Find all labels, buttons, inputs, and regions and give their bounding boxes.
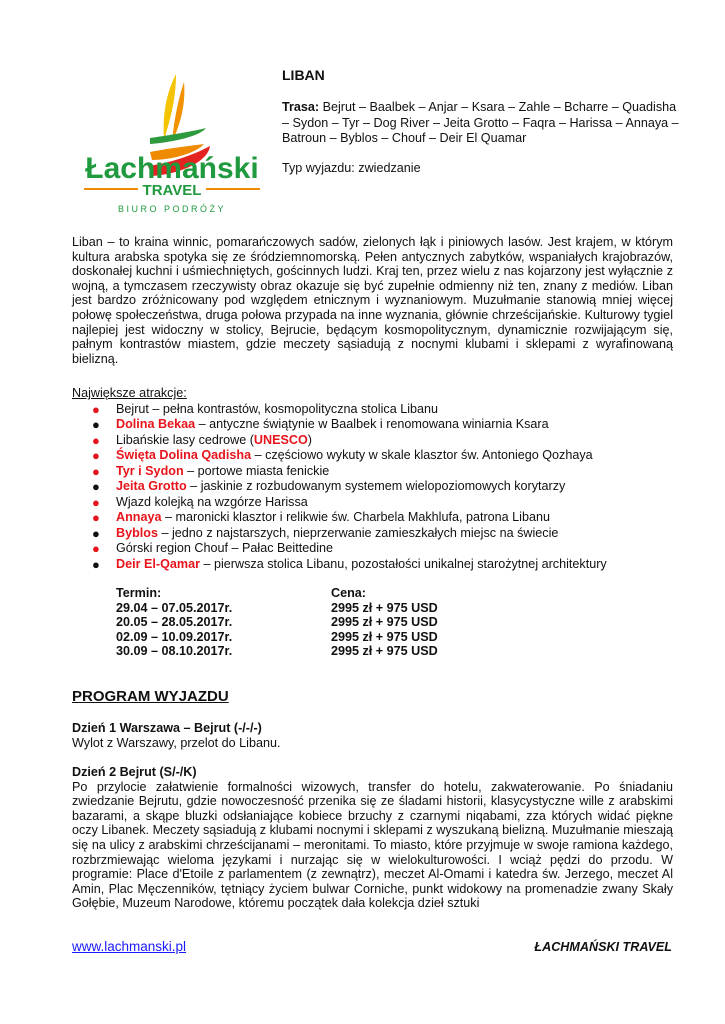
attraction-item [72,495,692,511]
bullet-icon: ● [92,494,100,510]
attractions-list [72,402,692,573]
day-2 [72,765,673,911]
day-text: Po przylocie załatwienie formalności wizowych, transfer do hotelu, zakwaterowanie. Po śniadaniu zwiedzanie Bejrutu, gdzie nowoczesność przenika się ze śladami historii, klasycystyczne wille z arabskimi bazarami, a skąpe bluzki odsłaniające kobiece brzuchy z czarnymi niqabami, zza których widać piękne oczy Libanek. Meczety sąsiadują z klubami nocnymi i sklepami z wyszukaną bielizną. Muzułmanie mieszają się na ulicy z arabskimi chrześcijanami – meronitami. To miasto, które przyjmuje w swoje ramiona każdego, rozbrzmiewając wieloma językami i nurzając się w wielokulturowości. I wciąż pędzi do przodu. W programie: Place d'Etoile z parlamentem (z zewnątrz), meczet Al-Omami i katedra św. Jerzego, meczet Al Amin, Plac Męczenników, tętniący życiem bulwar Corniche, punkt widokowy na promenadzie zwany Skały Gołębie, Muzeum Narodowe, któremu początek dała kolekcja dzieł sztuki [72,779,673,911]
table-row [116,601,516,616]
table-row [116,644,516,659]
route [282,100,682,147]
attraction-item [72,479,692,495]
bullet-icon: ● [92,510,100,525]
footer-brand: ŁACHMAŃSKI TRAVEL [534,940,672,954]
term-date: 02.09 – 10.09.2017r. [116,629,233,644]
intro-paragraph: Liban – to kraina winnic, pomarańczowych sadów, zielonych łąk i piniowych lasów. Jest krajem, w którym kultura arabska spotyka się ze śródziemnomorską. Pełen antycznych zabytków, wspaniałych krajobrazów, doskonałej kuchni i uśmiechniętych, gościnnych ludzi. Kraj ten, przez wielu z nas kojarzony jest wyłącznie z wojną, a tymczasem rzeczywisty obraz okazuje się być zupełnie odmienny niż ten, znany z mediów. Liban jest bardzo zróżnicowany pod względem etnicznym i wyznaniowym. Muzułmanie stanowią mniej więcej połowę społeczeństwa, druga połowa przypada na inne wyznania, głównie chrześcijańskie. Kulturowy tygiel najlepiej jest widoczny w stolicy, Bejrucie, będącym kosmopolitycznym, dynamicznie rozwijającym się, pałnym kontrastów miastem, gdzie meczety sąsiadują z nocnymi klubami i sklepami z wyrafinowaną bielizną. [72,235,673,366]
attraction-highlight: Tyr i Sydon [116,463,184,478]
attraction-highlight: Byblos [116,525,158,540]
bullet-icon: ● [92,401,100,417]
attraction-text: – portowe miasta fenickie [183,463,330,478]
day-1 [72,721,673,751]
table-row [116,630,516,645]
page-title: LIBAN [282,67,325,83]
route-label: Trasa: [282,99,320,114]
day-title: Dzień 2 Bejrut (S/-/K) [72,765,197,779]
attraction-text: – jaskinie z rozbudowanym systemem wielopoziomowych korytarzy [186,479,566,493]
svg-text:Łachmański: Łachmański [85,152,259,185]
attraction-item [72,464,692,480]
attraction-text: Górski region Chouf – Pałac Beittedine [116,541,334,555]
bullet-icon: ● [92,417,100,432]
attraction-text: – jedno z najstarszych, nieprzerwanie zamieszkałych miejsc na świecie [158,525,559,540]
website-link[interactable]: www.lachmanski.pl [72,939,187,954]
table-header [116,586,516,601]
term-price: 2995 zł + 975 USD [331,644,438,659]
attraction-pre: Libańskie lasy cedrowe ( [116,432,254,447]
attraction-item [72,526,692,542]
attraction-item [72,557,692,573]
trip-type: Typ wyjazdu: zwiedzanie [282,161,421,176]
price-column-header: Cena: [331,586,366,600]
day-text: Wylot z Warszawy, przelot do Libanu. [72,735,281,750]
company-logo [80,70,265,220]
attraction-text: ) [307,432,312,447]
attraction-highlight: Deir El-Qamar [116,556,200,571]
svg-text:TRAVEL: TRAVEL [142,182,202,199]
bullet-icon: ● [92,479,100,494]
sail-flame-icon [80,70,265,220]
term-price: 2995 zł + 975 USD [331,615,438,630]
attraction-item [72,433,692,449]
bullet-icon: ● [92,525,100,541]
attraction-item [72,417,692,433]
term-price: 2995 zł + 975 USD [331,629,438,644]
term-date: 20.05 – 28.05.2017r. [116,615,233,630]
route-text: Bejrut – Baalbek – Anjar – Ksara – Zahle – Bcharre – Quadisha – Sydon – Tyr – Dog River – Jeita Grotto – Faqra – Harissa – Annaya – Batroun – Byblos – Chouf – Deir El Quamar [282,99,679,146]
trip-header [282,68,682,177]
attraction-item [72,541,692,557]
attraction-text: – pierwsza stolica Libanu, pozostałości unikalnej starożytnej architektury [200,556,607,571]
term-price: 2995 zł + 975 USD [331,600,438,615]
program-heading: PROGRAM WYJAZDU [72,688,229,705]
attraction-highlight: UNESCO [253,432,308,447]
attraction-highlight: Dolina Bekaa [116,417,196,431]
attraction-text: – częściowo wykuty w skale klasztor św. Antoniego Qozhaya [251,448,593,462]
day-title: Dzień 1 Warszawa – Bejrut (-/-/-) [72,721,262,735]
attraction-highlight: Jeita Grotto [116,479,187,493]
date-column-header: Termin: [116,586,162,600]
attraction-highlight: Annaya [116,510,162,524]
bullet-icon: ● [92,448,100,463]
dates-prices-table [116,586,516,659]
bullet-icon: ● [92,463,100,479]
attraction-text: – maronicki klasztor i relikwie św. Charbela Makhlufa, patrona Libanu [161,510,550,524]
bullet-icon: ● [92,556,100,572]
attraction-item [72,402,692,418]
attraction-highlight: Święta Dolina Qadisha [116,448,252,462]
svg-text:BIURO PODRÓŻY: BIURO PODRÓŻY [117,204,227,214]
attractions-heading: Największe atrakcje: [72,386,187,400]
bullet-icon: ● [92,432,100,448]
attractions-section [72,386,692,572]
attraction-item [72,510,692,526]
attraction-text: Wjazd kolejką na wzgórze Harissa [116,494,308,509]
term-date: 29.04 – 07.05.2017r. [116,600,233,615]
table-row [116,615,516,630]
bullet-icon: ● [92,541,100,556]
attraction-text: Bejrut – pełna kontrastów, kosmopolityczna stolica Libanu [116,401,439,416]
term-date: 30.09 – 08.10.2017r. [116,644,233,659]
attraction-text: – antyczne świątynie w Baalbek i renomowana winiarnia Ksara [195,417,549,431]
attraction-item [72,448,692,464]
